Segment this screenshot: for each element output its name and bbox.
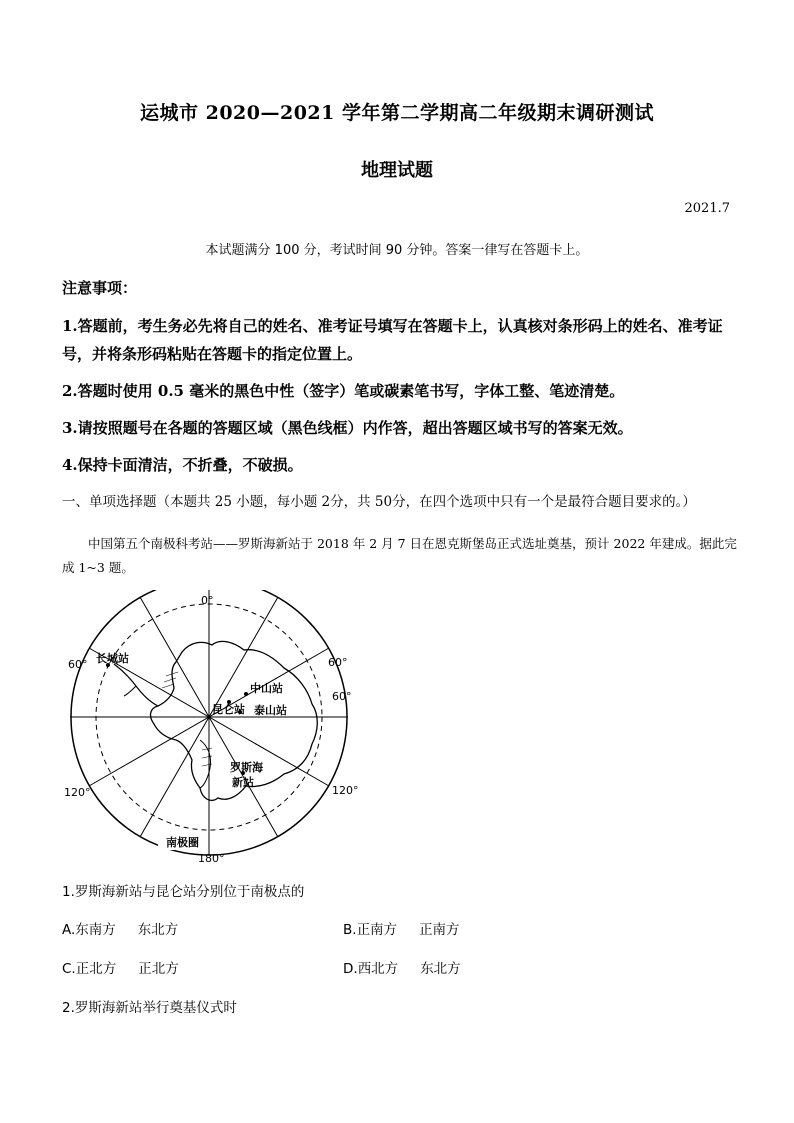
exam-date: 2021.7 xyxy=(684,201,730,216)
zhongshan-station-dot xyxy=(244,692,248,696)
label-taishan-station: 泰山站 xyxy=(254,704,287,717)
antarctica-map xyxy=(62,590,362,870)
exam-subtitle: 地理试题 xyxy=(361,160,433,181)
label-antarctic-circle: 南极圈 xyxy=(166,836,199,849)
label-rosssea-station-1: 罗斯海 xyxy=(230,761,263,774)
notice-item: 3.请按照题号在各题的答题区域（黑色线框）内作答，超出答题区域书写的答案无效。 xyxy=(62,419,633,437)
notice-heading: 注意事项： xyxy=(62,279,138,297)
notice-item: 1.答题前，考生务必先将自己的姓名、准考证号填写在答题卡上，认真核对条形码上的姓名、准考证号，并将条形码粘贴在答题卡的指定位置上。 xyxy=(62,317,723,363)
section-heading: 一、单项选择题（本题共 25 小题，每小题 2分，共 50分，在四个选项中只有一个是最符合题目要求的。） xyxy=(62,494,696,510)
question-2-stem: 2.罗斯海新站举行奠基仪式时 xyxy=(62,1000,237,1016)
question-passage: 中国第五个南极科考站——罗斯海新站于 2018 年 2 月 7 日在恩克斯堡岛正式选址奠基，预计 2022 年建成。据此完成 1~3 题。 xyxy=(62,536,737,575)
label-changcheng-station: 长城站 xyxy=(96,652,129,665)
notice-item: 2.答题时使用 0.5 毫米的黑色中性（签字）笔或碳素笔书写，字体工整、笔迹清楚。 xyxy=(62,382,625,400)
exam-intro: 本试题满分 100 分，考试时间 90 分钟。答案一律写在答题卡上。 xyxy=(205,243,589,258)
label-60w: 60° xyxy=(68,658,88,671)
option-b[interactable]: B.正南方 正南方 xyxy=(343,922,460,938)
label-0-deg: 0° xyxy=(201,594,214,607)
label-zhongshan-station: 中山站 xyxy=(250,682,283,695)
option-c[interactable]: C.正北方 正北方 xyxy=(62,961,179,977)
label-120w: 120° xyxy=(64,786,91,799)
label-rosssea-station-2: 新站 xyxy=(232,776,254,789)
label-120e: 120° xyxy=(332,784,359,797)
label-180-deg: 180° xyxy=(198,852,225,865)
option-d[interactable]: D.西北方 东北方 xyxy=(343,961,461,977)
label-60e-b: 60° xyxy=(332,690,352,703)
notice-item: 4.保持卡面清洁，不折叠，不破损。 xyxy=(62,456,303,474)
question-1-stem: 1.罗斯海新站与昆仑站分别位于南极点的 xyxy=(62,884,305,900)
exam-title: 运城市 2020—2021 学年第二学期高二年级期末调研测试 xyxy=(140,102,654,124)
option-a[interactable]: A.东南方 东北方 xyxy=(62,922,179,938)
label-60e-a: 60° xyxy=(328,656,348,669)
label-kunlun-station: 昆仑站 xyxy=(212,703,245,716)
